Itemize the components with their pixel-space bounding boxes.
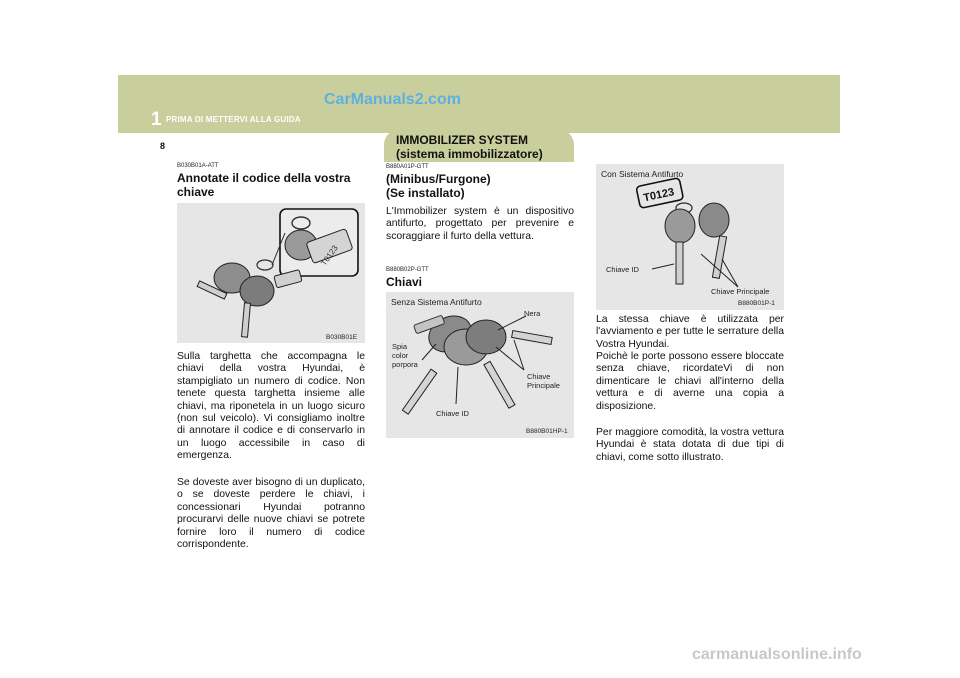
label-spia-line1: Spia (392, 342, 408, 351)
figure-code: B030B01E (326, 334, 358, 341)
figure-code: B880B01HP-1 (526, 428, 568, 435)
figure-code: B880B01P-1 (738, 300, 775, 307)
label-spia-line2: color (392, 351, 409, 360)
label-chiave-principale-line2: Principale (527, 381, 560, 390)
chapter-header-band (118, 75, 840, 133)
section-title-line2: (sistema immobilizzatore) (396, 147, 543, 161)
section-title (396, 133, 543, 161)
keys-heading: Chiavi (386, 275, 423, 289)
label-spia (392, 342, 418, 369)
keys-with-immobilizer-figure (596, 164, 784, 310)
col3-paragraph-1: La stessa chiave è utilizzata per l'avviamento e per tutte le serrature della Vostra Hyundai. (596, 314, 784, 350)
section-code: B030B01A-ATT (177, 163, 219, 169)
col3-paragraph-2: Poichè le porte possono essere bloccate senza chiave, ricordateVi di non dimenticare le chiavi all'interno della vettura e di averne una copia a disposizione. (596, 351, 784, 412)
col3-paragraph-3: Per maggiore comodità, la vostra vettura Hyundai è stata dotata di due tipi di chiavi, come sotto illustrato. (596, 427, 784, 463)
col1-heading-line1: Annotate il codice della vostra (177, 171, 351, 185)
figure-title: Senza Sistema Antifurto (391, 297, 482, 307)
label-spia-line3: porpora (392, 360, 418, 369)
col2-heading (386, 172, 576, 200)
label-chiave-principale-line1: Chiave (527, 372, 551, 381)
key-code-illustration (177, 203, 365, 343)
section-code: B880A01P-GTT (386, 164, 429, 170)
label-chiave-principale: Chiave Principale (711, 287, 770, 296)
chapter-title: PRIMA DI METTERVI ALLA GUIDA (166, 115, 301, 124)
col2-paragraph-1: L'Immobilizer system è un dispositivo antifurto, progettato per prevenire e scoraggiare il furto della vettura. (386, 206, 574, 242)
key-code-figure (177, 203, 365, 343)
col1-heading (177, 171, 365, 199)
watermark-link[interactable]: CarManuals2.com (324, 91, 461, 108)
figure-title: Con Sistema Antifurto (601, 169, 684, 179)
chapter-number: 1 (151, 109, 162, 130)
section-code: B880B02P-GTT (386, 267, 429, 273)
inset-tag-text: T0123 (319, 243, 340, 268)
footer-watermark[interactable]: carmanualsonline.info (692, 646, 862, 663)
label-chiave-id: Chiave ID (606, 265, 639, 274)
col1-heading-line2: chiave (177, 185, 215, 199)
col2-heading-line2: (Se installato) (386, 186, 465, 200)
col1-paragraph-1: Sulla targhetta che accompagna le chiavi della vostra Hyundai, è stampigliato un numero di codice. Non tenete questa targhetta insieme alle chiavi, ma riponetela in un luogo sicuro (non sul veicolo). Vi consigliamo inoltre di annotare il codice e di conservarlo in un luogo accessibile in caso di emergenza. (177, 351, 365, 462)
label-chiave-principale (527, 372, 560, 390)
col1-paragraph-2: Se doveste aver bisogno di un duplicato, o se doveste perdere le chiavi, i concessionari Hyundai potranno procurarvi delle nuove chiavi se potrete fornire loro il numero di codice corrispondente. (177, 477, 365, 551)
keys-without-immobilizer-figure (386, 292, 574, 438)
tag-text: T0123 (642, 186, 676, 205)
section-title-line1: IMMOBILIZER SYSTEM (396, 133, 528, 147)
col2-heading-line1: (Minibus/Furgone) (386, 172, 491, 186)
label-chiave-id: Chiave ID (436, 409, 469, 418)
label-nera: Nera (524, 309, 541, 318)
page-number: 8 (160, 141, 166, 151)
